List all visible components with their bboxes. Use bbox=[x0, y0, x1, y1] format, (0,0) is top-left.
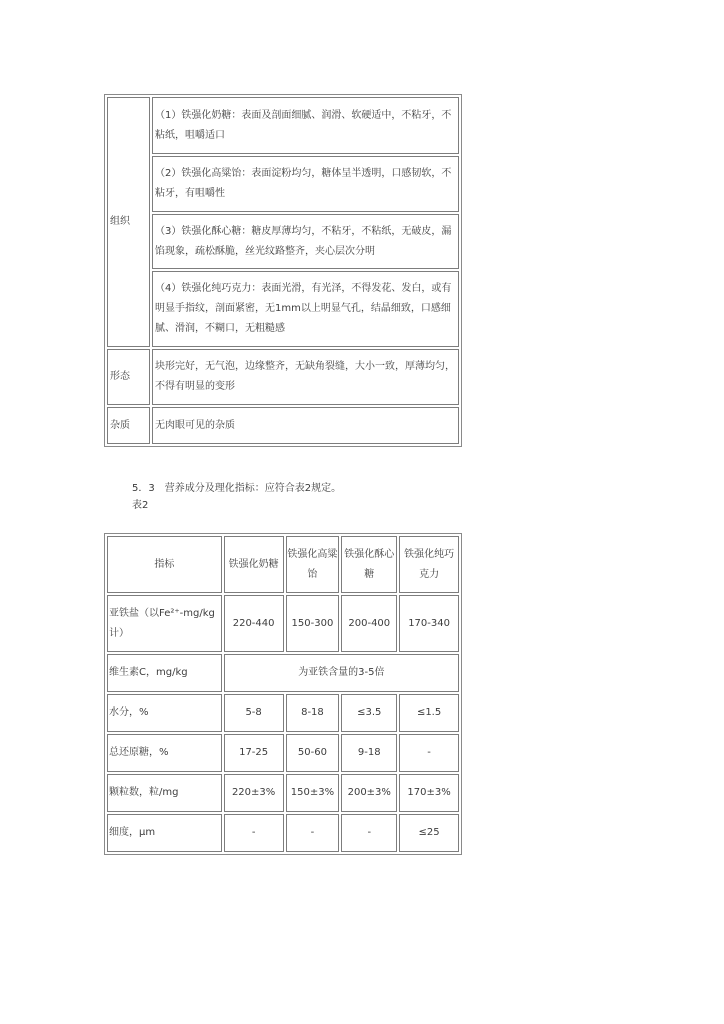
table-cell: 50-60 bbox=[286, 734, 340, 772]
table-cell: ≤1.5 bbox=[399, 694, 459, 732]
shape-text: 块形完好，无气泡，边缘整齐，无缺角裂缝，大小一致，厚薄均匀，不得有明显的变形 bbox=[152, 349, 459, 405]
table-cell: 170-340 bbox=[399, 595, 459, 652]
table-cell: 220±3% bbox=[224, 774, 284, 812]
table-cell: 200-400 bbox=[341, 595, 397, 652]
cell-label: 细度，μm bbox=[107, 814, 222, 852]
table-cell: - bbox=[399, 734, 459, 772]
table-cell: 17-25 bbox=[224, 734, 284, 772]
table-cell: 5-8 bbox=[224, 694, 284, 732]
organization-item-3: （3）铁强化酥心糖：糖皮厚薄均匀，不粘牙，不粘纸，无破皮，漏馅现象，疏松酥脆，丝光纹路整齐，夹心层次分明 bbox=[152, 214, 459, 269]
table-cell: 150±3% bbox=[286, 774, 340, 812]
table-cell: 170±3% bbox=[399, 774, 459, 812]
table-cell: - bbox=[286, 814, 340, 852]
table-cell: 8-18 bbox=[286, 694, 340, 732]
row-label-organization: 组织 bbox=[107, 97, 150, 347]
table-row bbox=[107, 694, 459, 732]
cell-label: 颗粒数，粒/mg bbox=[107, 774, 222, 812]
header-crisp-candy: 铁强化酥心糖 bbox=[341, 536, 397, 593]
row-label-shape: 形态 bbox=[107, 349, 150, 405]
organization-item-2: （2）铁强化高粱饴：表面淀粉均匀，糖体呈半透明，口感韧软，不粘牙，有咀嚼性 bbox=[152, 156, 459, 212]
cell-label: 总还原糖，% bbox=[107, 734, 222, 772]
row-label-impurity: 杂质 bbox=[107, 407, 150, 444]
nutrition-table bbox=[104, 533, 462, 855]
table-cell: ≤25 bbox=[399, 814, 459, 852]
table-row bbox=[107, 814, 459, 852]
table-row bbox=[107, 595, 459, 652]
table-caption: 表2 bbox=[132, 500, 149, 511]
header-chocolate: 铁强化纯巧克力 bbox=[399, 536, 459, 593]
table-cell: ≤3.5 bbox=[341, 694, 397, 732]
header-indicator: 指标 bbox=[107, 536, 222, 593]
table-cell: 150-300 bbox=[286, 595, 340, 652]
table-header-row bbox=[107, 536, 459, 593]
cell-label: 亚铁盐（以Fe²⁺-mg/kg计） bbox=[107, 595, 222, 652]
sensory-table bbox=[104, 94, 462, 447]
organization-item-4: （4）铁强化纯巧克力：表面光滑，有光泽，不得发花、发白，或有明显手指纹，剖面紧密，无1mm以上明显气孔，结晶细致，口感细腻、滑润，不糊口，无粗糙感 bbox=[152, 271, 459, 347]
table-row bbox=[107, 654, 459, 692]
table-cell: 220-440 bbox=[224, 595, 284, 652]
table-row bbox=[107, 734, 459, 772]
cell-label: 水分，% bbox=[107, 694, 222, 732]
header-sorghum-candy: 铁强化高粱饴 bbox=[286, 536, 340, 593]
table-cell: 9-18 bbox=[341, 734, 397, 772]
organization-item-1: （1）铁强化奶糖：表面及剖面细腻、润滑、软硬适中，不粘牙，不粘纸，咀嚼适口 bbox=[152, 97, 459, 154]
table-cell: - bbox=[224, 814, 284, 852]
impurity-text: 无肉眼可见的杂质 bbox=[152, 407, 459, 444]
table-cell: 200±3% bbox=[341, 774, 397, 812]
table-row bbox=[107, 774, 459, 812]
section-note: 5．3 营养成分及理化指标：应符合表2规定。 bbox=[132, 483, 342, 494]
table-cell-merged: 为亚铁含量的3-5倍 bbox=[224, 654, 459, 692]
header-milk-candy: 铁强化奶糖 bbox=[224, 536, 284, 593]
table-cell: - bbox=[341, 814, 397, 852]
cell-label: 维生素C，mg/kg bbox=[107, 654, 222, 692]
